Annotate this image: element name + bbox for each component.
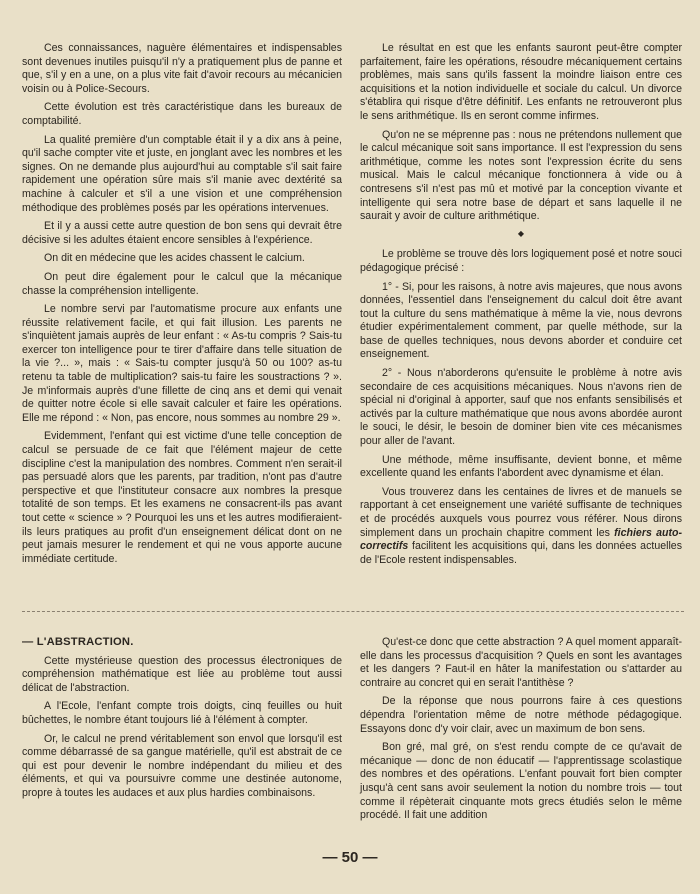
paragraph: 1° - Si, pour les raisons, à notre avis majeures, que nous avons données, l'essentiel dans l'enseignement du calcul doit être avant tout la culture du sens mathématique à même la vie, nous devrons étudier expérimentalement comment, par quelle méthode, sur la base de quelles techniques, nous devons aborder et conduire cet enseignement. xyxy=(360,280,682,361)
right-column-top xyxy=(360,42,682,572)
paragraph: Le résultat en est que les enfants sauront peut-être compter parfaitement, faire les opérations, résoudre mécaniquement certains problèmes, mais sans qu'ils fassent la moindre liaison entre ces acquisitions et la notion individuelle et sociale du calcul. Un divorce s'établira qui risque d'être définitif. Les enfants ne retrouveront plus le sens arithmétique. Ils en seront comme infirmes. xyxy=(360,42,682,122)
section-heading: — L'ABSTRACTION. xyxy=(22,636,134,648)
paragraph: On dit en médecine que les acides chassent le calcium. xyxy=(44,252,305,265)
paragraph: Cette évolution est très caractéristique dans les bureaux de comptabilité. xyxy=(22,101,342,127)
left-column-top xyxy=(22,42,342,571)
right-column-bottom xyxy=(360,636,682,828)
paragraph: 2° - Nous n'aborderons qu'ensuite le problème à notre avis secondaire de ces acquisitions mécaniques. Nous n'avons rien de spécial ni d'original à apporter, sauf que nos enfants sensibilisés et activés par la culture mathématique que nous avons abordée auront le souci, le désir, le besoin de dominer bien vite ces mécanismes pour aller de l'avant. xyxy=(360,367,682,448)
paragraph: Qu'on ne se méprenne pas : nous ne prétendons nullement que le calcul mécanique soit sans importance. Il est l'expression du sens arithmétique, comme les notes sont l'expression écrite du sens musical. Mais le calcul mécanique fonctionnera à vide ou à contresens s'il n'est pas mû et motivé par la conception vivante et intelligente qui sera notre base de départ et sans laquelle il ne saurait y avoir de culture arithmétique. xyxy=(360,128,682,223)
paragraph: Et il y a aussi cette autre question de bon sens qui devrait être décisive si les adultes étaient encore sensibles à l'expérience. xyxy=(22,220,342,246)
paragraph: Le nombre servi par l'automatisme procure aux enfants une réussite relativement facile, et qui fait illusion. Les parents ne s'inquiètent jamais auprès de leur enfant : « As-tu compris ? Sais-tu exercer ton intelligence pour te tirer d'affaire dans telle situation de la vie ?... », mais : « Sais-tu compter jusqu'à 50 ou 100? as-tu retenu ta table de multiplication? sais-tu faire les soustractions ? ». Je m'informais auprès d'une fillette de cinq ans et demi qui venait de quitter notre école si elle savait calculer et faire les opérations. Elle me répond : « Non, pas encore, nous sommes au nombre 29 ». xyxy=(22,303,342,424)
paragraph xyxy=(360,486,682,568)
text-run: Vous trouverez dans les centaines de livres et de manuels se rapportant à cet enseignement une variété suffisante de techniques et de procédés auxquels vous pourrez vous référer. Nous dirons simplement dans un prochain chapitre comment les xyxy=(360,485,682,539)
paragraph: Cette mystérieuse question des processus électroniques de compréhension mathématique est liée au problème tout aussi délicat de l'abstraction. xyxy=(22,654,342,694)
emphasis-fichiers: fichiers auto-correctifs xyxy=(360,526,682,553)
paragraph: Or, le calcul ne prend véritablement son envol que lorsqu'il est comme débarrassé de sa gangue matérielle, qu'il est abstrait de ce qui est pour devenir le nombre indépendant du milieu et des éléments, et qui va poursuivre comme une destinée autonome, propre à toutes les audaces et aux plus hardies combinaisons. xyxy=(22,732,342,799)
page-number: — 50 — xyxy=(322,849,378,866)
section-divider xyxy=(22,611,684,612)
paragraph: On peut dire également pour le calcul que la mécanique chasse la compréhension intelligente. xyxy=(22,270,342,297)
paragraph: Bon gré, mal gré, on s'est rendu compte de ce qu'avait de mécanique — donc de non éducatif — l'apprentissage scolastique des nombres et des opérations. L'enfant pouvait fort bien compter jusqu'à cent sans avoir seulement la notion du nombre trois — tout comme il répèterait cinquante mots grecs étudiés selon le même procédé. Il fait une addition xyxy=(360,741,682,822)
paragraph: Ces connaissances, naguère élémentaires et indispensables sont devenues inutiles puisqu'il n'y a pratiquement plus de panne et que, s'il y en a une, on a plus vite fait d'avoir recours au mécanicien voisin ou à Police-Secours. xyxy=(22,42,342,95)
paragraph: A l'Ecole, l'enfant compte trois doigts, cinq feuilles ou huit bûchettes, le nombre étant toujours lié à l'élément à compter. xyxy=(22,700,342,726)
diamond-separator-icon: ◆ xyxy=(517,228,525,238)
paragraph: Qu'est-ce donc que cette abstraction ? A quel moment apparaît-elle dans les processus d'acquisition ? Quels en sont les avantages et les dangers ? Faut-il en hâter la manifestation ou s'attarder au contraire au concret qui en serait l'antithèse ? xyxy=(360,636,682,689)
text-run: facilitent les acquisitions qui, dans les données actuelles de l'Ecole restent indispensables. xyxy=(360,540,682,566)
paragraph: Le problème se trouve dès lors logiquement posé et notre souci pédagogique précisé : xyxy=(360,248,682,274)
left-column-bottom xyxy=(22,636,342,806)
paragraph: Une méthode, même insuffisante, devient bonne, et même excellente quand les enfants l'abordent avec dynamisme et élan. xyxy=(360,453,682,480)
paragraph: La qualité première d'un comptable était il y a dix ans à peine, qu'il sache compter vite et juste, en jonglant avec les nombres et les signes. On ne demande plus aujourd'hui au comptable s'il sait faire rapidement une opération sûre mais s'il manie avec dextérité sa machine à calculer et s'il a une vision et une compréhension méthodique des problèmes posés par les opérations intervenues. xyxy=(22,133,342,214)
paragraph: De la réponse que nous pourrons faire à ces questions dépendra l'orientation même de notre méthode pédagogique. Essayons donc d'y voir clair, avec un maximum de bon sens. xyxy=(360,695,682,735)
paragraph: Evidemment, l'enfant qui est victime d'une telle conception de calcul se persuade de ce fait que l'élément majeur de cette discipline c'est la manipulation des nombres. Comment n'en serait-il pas persuadé alors que les parents, par tradition, n'ont pas d'autre perspective et que l'instituteur consacre aux nombres la presque totalité de son temps. Et les examens ne consacrent-ils pas avant tout cette « science » ? Pourquoi les uns et les autres modifieraient-ils leurs pratiques au profit d'un enseignement délicat dont on ne peut jamais mesurer le rendement et qui ne vous apporte aucune immédiate certitude. xyxy=(22,430,342,565)
